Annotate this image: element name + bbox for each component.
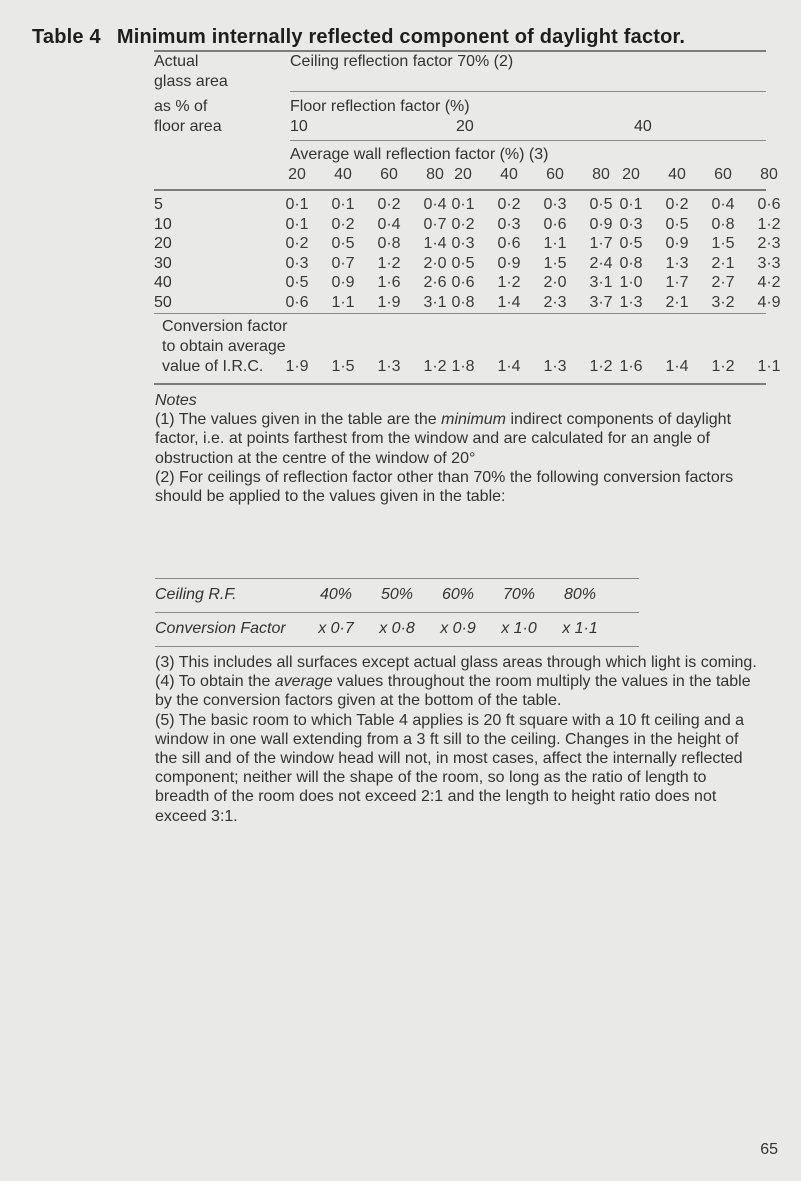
header-bottom-rule	[154, 189, 766, 191]
wall-value: 40	[334, 166, 352, 183]
table-cell: 2·7	[711, 274, 735, 291]
conversion-value: 1·8	[451, 358, 475, 375]
top-rule	[154, 50, 766, 52]
note-1: (1) The values given in the table are the minimum indirect components of daylight factor, i.e. at points farthest from the window and are calculated for an angle of obstruction at the centre of the window of 20°	[155, 411, 732, 467]
table-cell: 0·7	[423, 216, 447, 233]
notes-section	[155, 391, 760, 506]
table-cell: 0·5	[665, 216, 689, 233]
table-cell: 1·2	[497, 274, 521, 291]
ceiling-rf-value: 50%	[380, 586, 414, 603]
table-cell: 4·9	[757, 294, 781, 311]
row-header-line4: floor area	[154, 118, 222, 135]
floor-value-40: 40	[634, 118, 652, 135]
conv-table-bottom-rule	[155, 646, 639, 647]
conv-table-row1-label: Ceiling R.F.	[155, 586, 237, 603]
table-cell: 2·0	[543, 274, 567, 291]
table-cell: 3·3	[757, 255, 781, 272]
table-cell: 0·4	[377, 216, 401, 233]
table-cell: 0·3	[451, 235, 475, 252]
table-cell: 0·1	[451, 196, 475, 213]
table-cell: 0·2	[451, 216, 475, 233]
table-cell: 0·2	[331, 216, 355, 233]
conversion-value: 1·3	[377, 358, 401, 375]
table-cell: 0·5	[619, 235, 643, 252]
ceiling-rf-value: 80%	[563, 586, 597, 603]
ceiling-header: Ceiling reflection factor 70% (2)	[290, 53, 514, 70]
table-cell: 0·3	[619, 216, 643, 233]
notes-section-continued	[155, 653, 760, 826]
row-area-label: 30	[154, 255, 172, 272]
conversion-value: 1·2	[589, 358, 613, 375]
table-cell: 1·0	[619, 274, 643, 291]
conversion-label-line3: value of I.R.C.	[162, 358, 264, 375]
table-cell: 0·3	[285, 255, 309, 272]
data-bottom-rule	[154, 313, 766, 314]
table-cell: 4·2	[757, 274, 781, 291]
row-header-line2: glass area	[154, 73, 228, 90]
table-cell: 0·8	[711, 216, 735, 233]
table-cell: 0·1	[285, 196, 309, 213]
table-cell: 2·3	[543, 294, 567, 311]
conversion-value: 1·1	[757, 358, 781, 375]
table-cell: 1·2	[377, 255, 401, 272]
conversion-factor-value: x 0·7	[318, 620, 354, 637]
table-cell: 1·2	[757, 216, 781, 233]
table-title	[32, 26, 685, 49]
wall-value: 40	[668, 166, 686, 183]
table-cell: 1·1	[331, 294, 355, 311]
wall-value: 80	[426, 166, 444, 183]
row-header-line1: Actual	[154, 53, 199, 70]
table-cell: 1·4	[497, 294, 521, 311]
floor-rule	[290, 140, 766, 141]
conv-table-top-rule	[155, 578, 639, 579]
table-cell: 0·2	[377, 196, 401, 213]
note-4: (4) To obtain the average values throughout the room multiply the values in the table by the conversion factors given at the bottom of the table.	[155, 673, 751, 710]
table-cell: 0·1	[331, 196, 355, 213]
table-cell: 3·1	[423, 294, 447, 311]
floor-header: Floor reflection factor (%)	[290, 98, 470, 115]
conversion-value: 1·3	[543, 358, 567, 375]
conversion-factor-value: x 0·8	[379, 620, 415, 637]
table-cell: 1·3	[619, 294, 643, 311]
table-cell: 1·7	[589, 235, 613, 252]
table-cell: 1·3	[665, 255, 689, 272]
table-number: Table 4	[32, 26, 101, 48]
table-cell: 0·9	[665, 235, 689, 252]
table-cell: 0·1	[619, 196, 643, 213]
conversion-label-line1: Conversion factor	[162, 318, 288, 335]
table-cell: 0·6	[497, 235, 521, 252]
row-area-label: 40	[154, 274, 172, 291]
wall-value: 60	[714, 166, 732, 183]
ceiling-rf-value: 60%	[441, 586, 475, 603]
table-cell: 2·1	[665, 294, 689, 311]
wall-value: 60	[546, 166, 564, 183]
table-cell: 1·5	[711, 235, 735, 252]
page-number: 65	[760, 1141, 778, 1158]
wall-value: 20	[454, 166, 472, 183]
note-3: (3) This includes all surfaces except actual glass areas through which light is coming.	[155, 654, 757, 671]
floor-value-20: 20	[456, 118, 474, 135]
table-cell: 1·6	[377, 274, 401, 291]
table-cell: 0·9	[589, 216, 613, 233]
table-cell: 0·3	[497, 216, 521, 233]
conversion-value: 1·2	[711, 358, 735, 375]
notes-heading: Notes	[155, 392, 197, 409]
table-cell: 0·8	[451, 294, 475, 311]
table-cell: 0·6	[285, 294, 309, 311]
wall-value: 80	[760, 166, 778, 183]
wall-value: 80	[592, 166, 610, 183]
table-cell: 3·7	[589, 294, 613, 311]
table-cell: 2·3	[757, 235, 781, 252]
note-2: (2) For ceilings of reflection factor other than 70% the following conversion factors should be applied to the values given in the table:	[155, 468, 734, 506]
table-cell: 1·7	[665, 274, 689, 291]
row-area-label: 5	[154, 196, 163, 213]
table-cell: 0·6	[543, 216, 567, 233]
conversion-value: 1·5	[331, 358, 355, 375]
table-cell: 0·6	[757, 196, 781, 213]
ceiling-rf-value: 70%	[502, 586, 536, 603]
conv-table-row2-label: Conversion Factor	[155, 620, 286, 637]
table-cell: 1·5	[543, 255, 567, 272]
table-cell: 0·2	[497, 196, 521, 213]
table-cell: 2·1	[711, 255, 735, 272]
wall-value: 40	[500, 166, 518, 183]
conversion-label-line2: to obtain average	[162, 338, 286, 355]
table-cell: 3·2	[711, 294, 735, 311]
table-cell: 3·1	[589, 274, 613, 291]
table-cell: 2·6	[423, 274, 447, 291]
wall-value: 60	[380, 166, 398, 183]
table-cell: 2·4	[589, 255, 613, 272]
table-cell: 0·4	[423, 196, 447, 213]
conversion-factor-value: x 1·0	[501, 620, 537, 637]
row-area-label: 10	[154, 216, 172, 233]
table-cell: 0·2	[285, 235, 309, 252]
table-cell: 1·1	[543, 235, 567, 252]
floor-value-10: 10	[290, 118, 308, 135]
conv-table-mid-rule	[155, 612, 639, 613]
table-cell: 0·9	[331, 274, 355, 291]
table-cell: 0·5	[451, 255, 475, 272]
table-cell: 0·1	[285, 216, 309, 233]
table-cell: 0·6	[451, 274, 475, 291]
conversion-value: 1·2	[423, 358, 447, 375]
table-cell: 0·5	[285, 274, 309, 291]
conversion-value: 1·4	[497, 358, 521, 375]
note-5: (5) The basic room to which Table 4 applies is 20 ft square with a 10 ft ceiling and a window in one wall extending from a 3 ft sill to the ceiling. Changes in the height of the sill and of the window head will not, in most cases, affect the internally reflected component; neither will the shape of the room, so long as the ratio of length to breadth of the room does not exceed 2:1 and the length to height ratio does not exceed 3:1.	[155, 711, 745, 825]
table-cell: 0·8	[619, 255, 643, 272]
ceiling-rf-value: 40%	[319, 586, 353, 603]
table-cell: 0·5	[589, 196, 613, 213]
table-cell: 0·9	[497, 255, 521, 272]
table-cell: 1·4	[423, 235, 447, 252]
table-caption: Minimum internally reflected component of daylight factor.	[116, 26, 686, 48]
table-cell: 0·5	[331, 235, 355, 252]
conversion-value: 1·9	[285, 358, 309, 375]
row-area-label: 50	[154, 294, 172, 311]
conversion-value: 1·4	[665, 358, 689, 375]
conversion-factor-value: x 0·9	[440, 620, 476, 637]
table-bottom-rule	[154, 383, 766, 385]
table-cell: 0·8	[377, 235, 401, 252]
table-cell: 1·9	[377, 294, 401, 311]
ceiling-rule	[290, 91, 766, 92]
table-cell: 0·7	[331, 255, 355, 272]
conversion-value: 1·6	[619, 358, 643, 375]
table-cell: 0·2	[665, 196, 689, 213]
wall-value: 20	[622, 166, 640, 183]
row-header-line3: as % of	[154, 98, 208, 115]
table-cell: 0·4	[711, 196, 735, 213]
conversion-factor-value: x 1·1	[562, 620, 598, 637]
table-cell: 2·0	[423, 255, 447, 272]
row-area-label: 20	[154, 235, 172, 252]
table-cell: 0·3	[543, 196, 567, 213]
wall-header: Average wall reflection factor (%) (3)	[290, 146, 549, 163]
wall-value: 20	[288, 166, 306, 183]
